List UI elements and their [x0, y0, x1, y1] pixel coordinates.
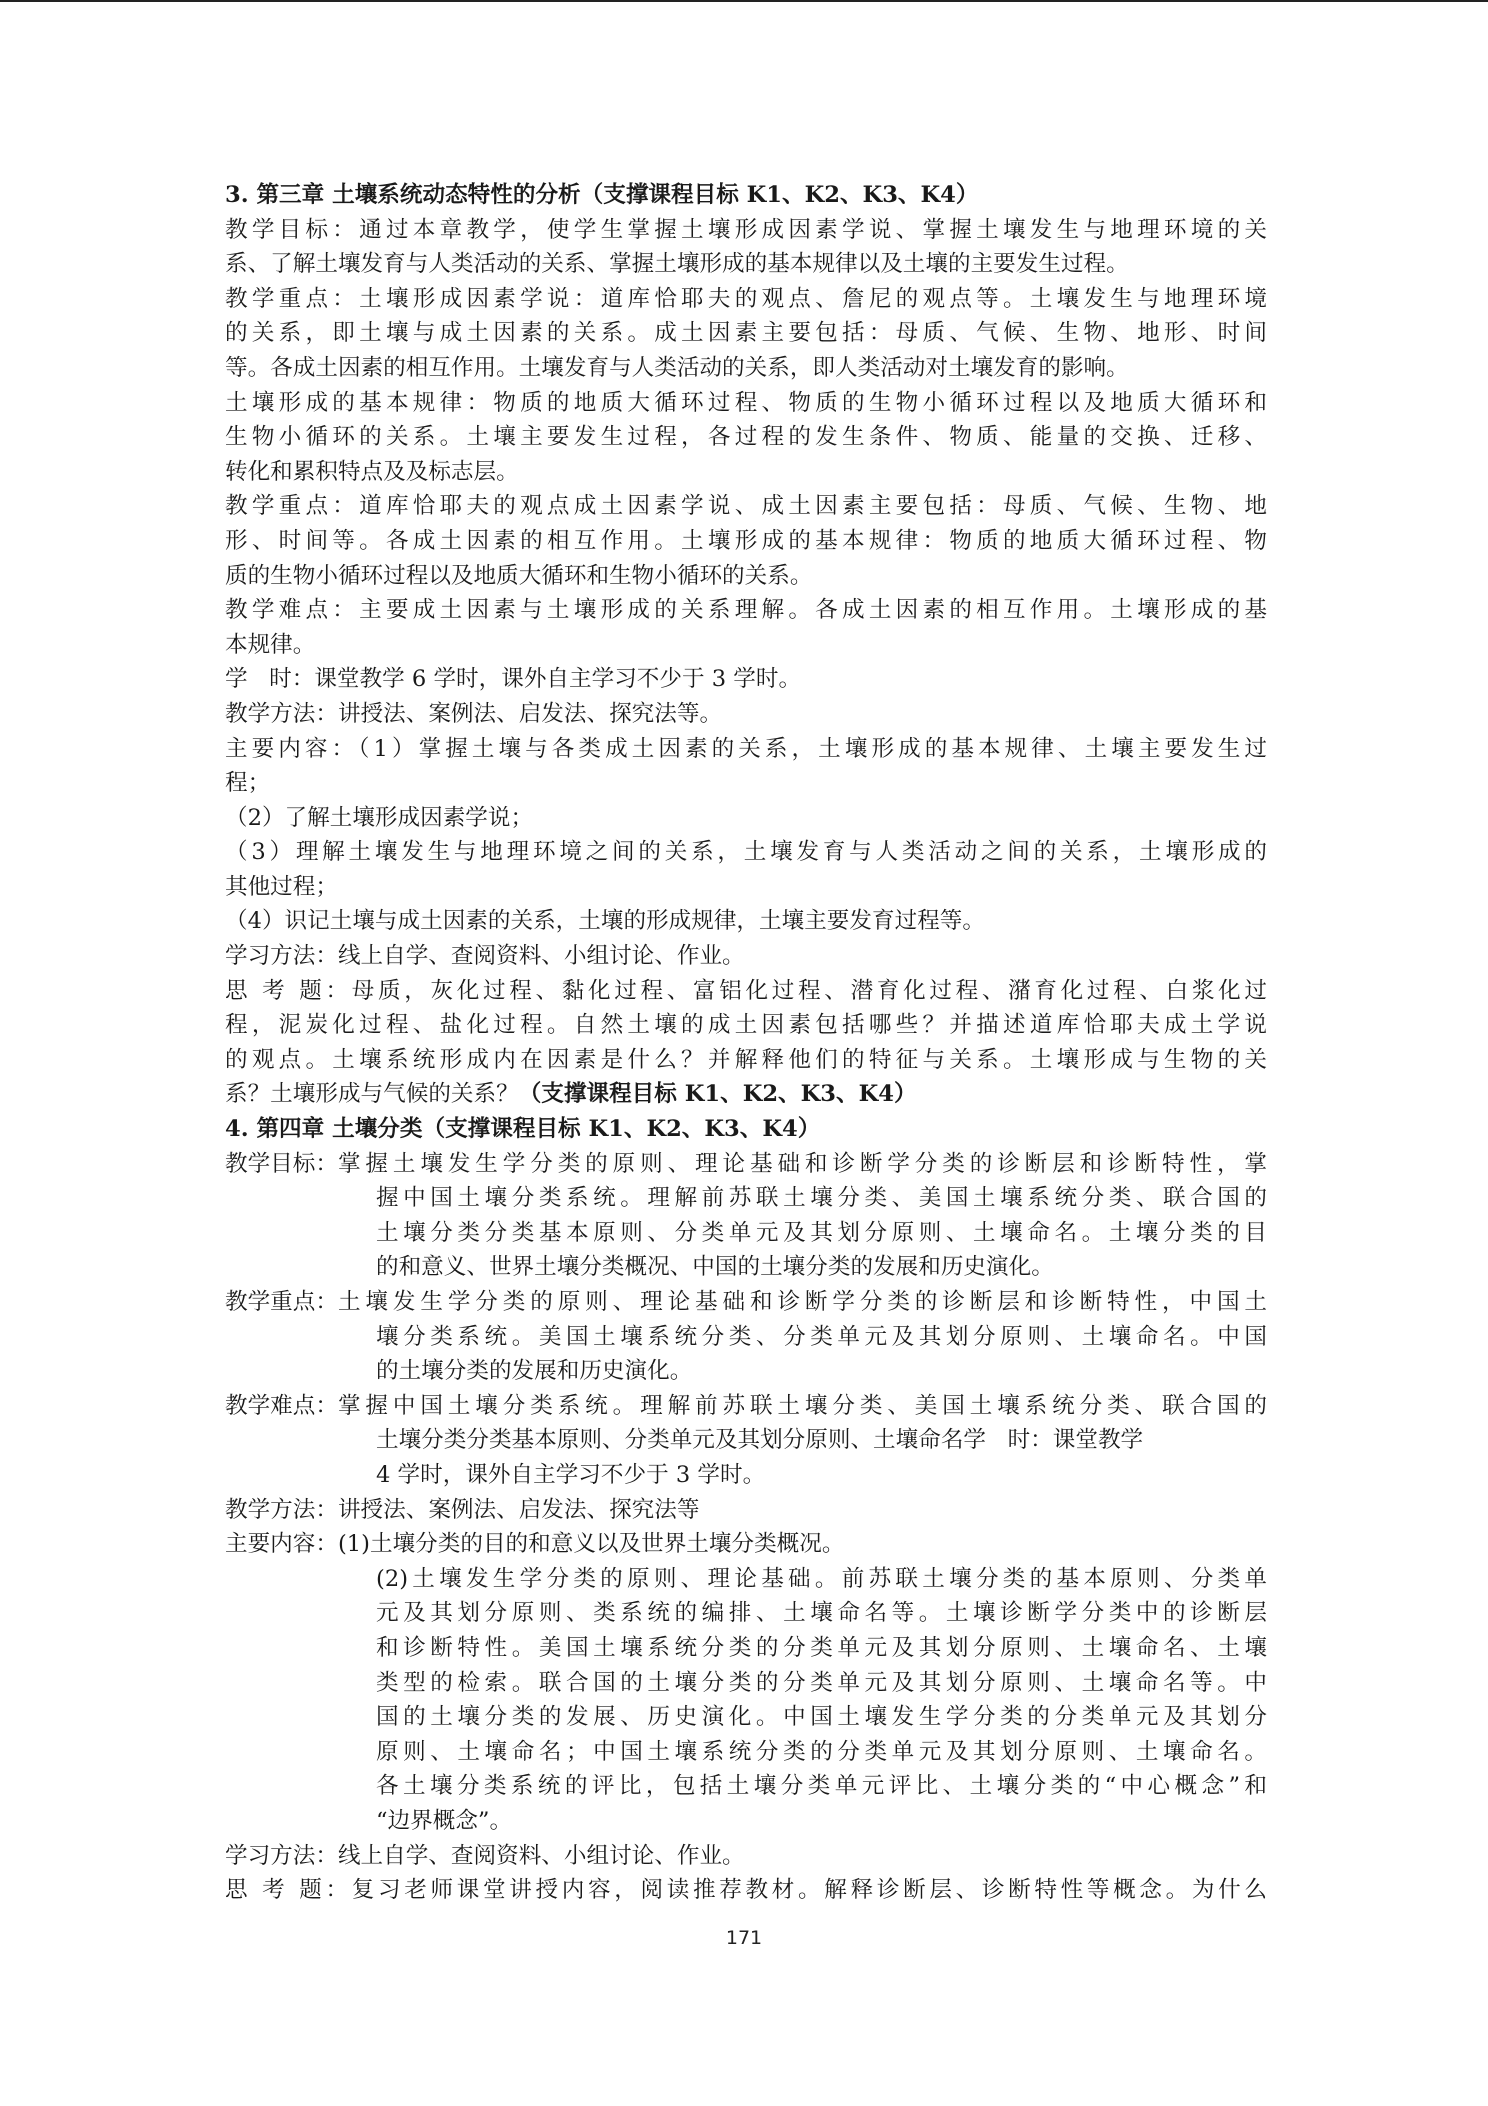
paragraph-line: 类型的检索。联合国的土壤分类的分类单元及其划分原则、土壤命名等。中 — [376, 1669, 1267, 1696]
paragraph-line: 和诊断特性。美国土壤系统分类的分类单元及其划分原则、土壤命名、土壤 — [376, 1634, 1267, 1661]
teaching-goal-label: 教学目标： — [225, 1150, 338, 1177]
paragraph-line: 教学重点：土壤形成因素学说：道库恰耶夫的观点、詹尼的观点等。土壤发生与地理环境 — [225, 285, 1267, 312]
main-content-label: 主要内容： — [225, 1531, 338, 1558]
paragraph-line: 学习方法：线上自学、查阅资料、小组讨论、作业。 — [225, 943, 745, 970]
paragraph-line: 程； — [225, 770, 271, 797]
paragraph-line: 学 时：课堂教学 6 学时，课外自主学习不少于 3 学时。 — [225, 666, 802, 693]
paragraph-line: 等。各成土因素的相互作用。土壤发育与人类活动的关系，即人类活动对土壤发育的影响。 — [225, 354, 1129, 381]
paragraph-line: 的关系，即土壤与成土因素的关系。成土因素主要包括：母质、气候、生物、地形、时间 — [225, 320, 1267, 347]
paragraph-line: 其他过程； — [225, 873, 338, 900]
teaching-difficulty-text — [338, 1389, 1267, 1424]
page-body — [225, 178, 1267, 1908]
study-method-line: 学习方法：线上自学、查阅资料、小组讨论、作业。 — [225, 1842, 745, 1869]
paragraph-line: 壤分类系统。美国土壤系统分类、分类单元及其划分原则、土壤命名。中国 — [376, 1323, 1267, 1350]
teaching-difficulty-label: 教学难点： — [225, 1392, 338, 1419]
main-content-block — [225, 1527, 1267, 1562]
paragraph-line: 握中国土壤分类系统。理解前苏联土壤分类、美国土壤系统分类、联合国的 — [376, 1185, 1267, 1212]
paragraph-line: （4）识记土壤与成土因素的关系，土壤的形成规律，土壤主要发育过程等。 — [225, 908, 985, 935]
paragraph-line: 掌握中国土壤分类系统。理解前苏联土壤分类、美国土壤系统分类、联合国的 — [337, 1392, 1267, 1419]
paragraph-line: 4 学时，课外自主学习不少于 3 学时。 — [376, 1461, 766, 1488]
paragraph-line — [225, 1077, 1267, 1112]
paragraph-line: 原则、土壤命名；中国土壤系统分类的分类单元及其划分原则、土壤命名。 — [376, 1738, 1267, 1765]
paragraph-line: 土壤分类分类基本原则、分类单元及其划分原则、土壤命名学 时：课堂教学 — [376, 1427, 1144, 1454]
paragraph-line: 主要内容：（1）掌握土壤与各类成土因素的关系，土壤形成的基本规律、土壤主要发生过 — [225, 735, 1267, 762]
paragraph-line: 教学重点：道库恰耶夫的观点成土因素学说、成土因素主要包括：母质、气候、生物、地 — [225, 493, 1267, 520]
teaching-goal-block — [225, 1147, 1267, 1182]
paragraph-line: 教学目标：通过本章教学，使学生掌握土壤形成因素学说、掌握土壤发生与地理环境的关 — [225, 216, 1267, 243]
paragraph-line: 土壤形成的基本规律：物质的地质大循环过程、物质的生物小循环过程以及地质大循环和 — [225, 389, 1267, 416]
paragraph-line: 转化和累积特点及及标志层。 — [225, 458, 519, 485]
teaching-goal-text — [338, 1147, 1267, 1182]
teaching-key-text — [338, 1285, 1267, 1320]
teaching-key-block — [225, 1285, 1267, 1320]
paragraph-line: 系、了解土壤发育与人类活动的关系、掌握土壤形成的基本规律以及土壤的主要发生过程。 — [225, 251, 1129, 278]
paragraph-line: （3）理解土壤发生与地理环境之间的关系，土壤发育与人类活动之间的关系，土壤形成的 — [225, 839, 1267, 866]
paragraph-line: 教学难点：主要成土因素与土壤形成的关系理解。各成土因素的相互作用。土壤形成的基 — [225, 597, 1267, 624]
paragraph-text: 系？土壤形成与气候的关系？ — [225, 1081, 519, 1108]
paragraph-line: 程，泥炭化过程、盐化过程。自然土壤的成土因素包括哪些？并描述道库恰耶夫成土学说 — [225, 1012, 1267, 1039]
chapter-3-heading: 3. 第三章 土壤系统动态特性的分析（支撑课程目标 K1、K2、K3、K4） — [225, 182, 979, 208]
paragraph-line: 形、时间等。各成土因素的相互作用。土壤形成的基本规律：物质的地质大循环过程、物 — [225, 527, 1267, 554]
teaching-key-label: 教学重点： — [225, 1289, 338, 1315]
paragraph-line: 的和意义、世界土壤分类概况、中国的土壤分类的发展和历史演化。 — [376, 1254, 1054, 1281]
paragraph-line: 土壤分类分类基本原则、分类单元及其划分原则、土壤命名。土壤分类的目 — [376, 1219, 1267, 1246]
paragraph-line: (1)土壤分类的目的和意义以及世界土壤分类概况。 — [337, 1531, 845, 1558]
paragraph-line: （2）了解土壤形成因素学说； — [225, 804, 534, 831]
page-number: 171 — [725, 1927, 763, 1949]
think-question-line: 思 考 题：复习老师课堂讲授内容，阅读推荐教材。解释诊断层、诊断特性等概念。为什么 — [225, 1877, 1267, 1904]
paragraph-line: 教学方法：讲授法、案例法、启发法、探究法等。 — [225, 700, 723, 727]
paragraph-line: 生物小循环的关系。土壤主要发生过程，各过程的发生条件、物质、能量的交换、迁移、 — [225, 424, 1267, 451]
paragraph-line: “边界概念”。 — [376, 1807, 513, 1834]
paragraph-line: 本规律。 — [225, 631, 316, 658]
paragraph-line: 的土壤分类的发展和历史演化。 — [376, 1358, 693, 1385]
paragraph-line: 思 考 题：母质，灰化过程、黏化过程、富铝化过程、潜育化过程、潴育化过程、白浆化过 — [225, 977, 1267, 1004]
paragraph-line: (2)土壤发生学分类的原则、理论基础。前苏联土壤分类的基本原则、分类单 — [376, 1565, 1267, 1592]
teaching-method-line: 教学方法：讲授法、案例法、启发法、探究法等 — [225, 1496, 700, 1523]
paragraph-line: 质的生物小循环过程以及地质大循环和生物小循环的关系。 — [225, 562, 813, 589]
paragraph-line: 各土壤分类系统的评比，包括土壤分类单元评比、土壤分类的“中心概念”和 — [376, 1773, 1267, 1800]
course-goal-reference: （支撑课程目标 K1、K2、K3、K4） — [518, 1081, 917, 1108]
chapter-4-heading: 4. 第四章 土壤分类（支撑课程目标 K1、K2、K3、K4） — [225, 1116, 821, 1143]
paragraph-line: 元及其划分原则、类系统的编排、土壤命名等。土壤诊断学分类中的诊断层 — [376, 1600, 1267, 1627]
main-content-text — [338, 1527, 1267, 1562]
paragraph-line: 国的土壤分类的发展、历史演化。中国土壤发生学分类的分类单元及其划分 — [376, 1704, 1267, 1731]
paragraph-line: 的观点。土壤系统形成内在因素是什么？并解释他们的特征与关系。土壤形成与生物的关 — [225, 1046, 1267, 1073]
paragraph-line: 土壤发生学分类的原则、理论基础和诊断学分类的诊断层和诊断特性，中国土 — [337, 1289, 1267, 1315]
paragraph-line: 掌握土壤发生学分类的原则、理论基础和诊断学分类的诊断层和诊断特性，掌 — [337, 1150, 1267, 1177]
teaching-difficulty-block — [225, 1389, 1267, 1424]
